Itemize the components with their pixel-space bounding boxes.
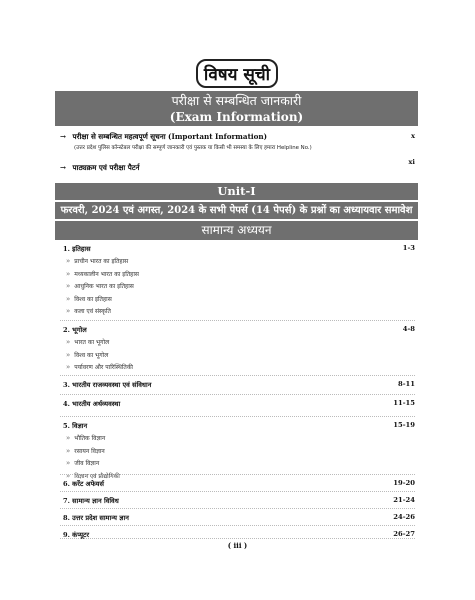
toc-entry-page: 24-26 xyxy=(393,513,415,521)
toc-entry[interactable] xyxy=(63,479,104,488)
toc-subitem-label: आधुनिक भारत का इतिहास xyxy=(74,283,134,291)
toc-subitem-label: रसायन विज्ञान xyxy=(74,447,105,455)
toc-entry-page: 4-8 xyxy=(402,325,415,333)
toc-entry[interactable] xyxy=(63,325,87,334)
bullet-icon: » xyxy=(66,350,71,359)
toc-entry-note: (उत्तर प्रदेश पुलिस कॉन्स्टेबल परीक्षा की सम्पूर्ण जानकारी एवं पुस्तक या किसी भी समस्या के लिए हमारा Helpline No.) xyxy=(74,145,312,151)
toc-subitem[interactable] xyxy=(66,282,134,290)
divider xyxy=(60,320,415,321)
toc-entry[interactable] xyxy=(63,421,87,430)
toc-entry-label: 2. भूगोल xyxy=(63,326,87,334)
toc-subitem[interactable] xyxy=(66,295,112,303)
toc-entry-page: 8-11 xyxy=(397,380,415,388)
toc-entry-page: x xyxy=(410,132,415,140)
bullet-icon: » xyxy=(66,257,71,265)
exam-info-subheading: (Exam Information) xyxy=(169,110,304,124)
toc-subitem-label: पर्यावरण और पारिस्थितिकी xyxy=(74,364,133,372)
divider xyxy=(60,491,415,492)
toc-entry-label: 8. उत्तर प्रदेश सामान्य ज्ञान xyxy=(63,514,129,522)
bullet-icon: » xyxy=(66,446,71,455)
divider xyxy=(60,394,415,395)
toc-entry-page: 1-3 xyxy=(402,244,415,252)
toc-subitem-label: विश्व का भूगोल xyxy=(74,351,109,359)
toc-subitem-label: भौतिक विज्ञान xyxy=(74,435,106,442)
toc-entry[interactable] xyxy=(63,399,120,408)
pyq-banner: फरवरी, 2024 एवं अगस्त, 2024 के सभी पेपर्स (14 पेपर्स) के प्रश्नों का अध्यायवार समावेश xyxy=(55,202,418,219)
toc-entry-label: परीक्षा से सम्बन्धित महत्वपूर्ण सूचना (Important Information) xyxy=(72,132,268,141)
toc-subitem-label: विश्व का इतिहास xyxy=(74,295,112,303)
bullet-icon: » xyxy=(66,471,71,480)
toc-entry[interactable] xyxy=(63,496,119,505)
toc-subitem-label: प्राचीन भारत का इतिहास xyxy=(74,258,129,265)
toc-entry[interactable] xyxy=(63,513,129,522)
toc-subitem-label: मध्यकालीन भारत का इतिहास xyxy=(74,270,139,278)
toc-entry-page: 26-27 xyxy=(393,530,415,538)
page-number: ( iii ) xyxy=(227,541,248,550)
exam-info-heading: परीक्षा से सम्बन्धित जानकारी xyxy=(171,93,302,108)
section-banner: सामान्य अध्ययन xyxy=(55,221,418,240)
toc-subitem[interactable] xyxy=(66,363,133,371)
toc-subitem[interactable] xyxy=(66,307,111,315)
toc-subitem[interactable] xyxy=(66,447,105,455)
toc-subitem-label: कला एवं संस्कृति xyxy=(74,308,111,316)
divider xyxy=(60,474,415,475)
toc-entry[interactable] xyxy=(63,380,151,389)
toc-entry-label: 9. कंप्यूटर xyxy=(63,531,90,539)
toc-subitem[interactable] xyxy=(66,270,139,278)
divider xyxy=(60,538,415,539)
toc-entry[interactable] xyxy=(63,244,91,253)
divider xyxy=(60,508,415,509)
bullet-icon: » xyxy=(66,434,71,442)
exam-info-header xyxy=(55,91,418,126)
bullet-icon: » xyxy=(66,307,71,316)
divider xyxy=(60,375,415,376)
toc-entry-label: पाठ्यक्रम एवं परीक्षा पैटर्न xyxy=(72,163,140,172)
toc-subitem[interactable] xyxy=(66,434,105,442)
toc-entry-label: 3. भारतीय राजव्यवस्था एवं संविधान xyxy=(63,381,152,389)
page-title: विषय सूची xyxy=(196,59,278,88)
toc-entry-important-info[interactable] xyxy=(60,132,267,142)
arrow-icon: → xyxy=(60,132,67,141)
toc-entry-page: 11-15 xyxy=(393,399,415,407)
toc-entry-label: 6. करेंट अफेयर्स xyxy=(63,480,104,488)
toc-entry-page: 19-20 xyxy=(393,479,415,487)
toc-entry-page: xi xyxy=(408,158,415,166)
toc-subitem-label: विज्ञान एवं प्रौद्योगिकी xyxy=(74,472,120,480)
unit-banner: Unit-I xyxy=(55,183,418,200)
toc-subitem[interactable] xyxy=(66,459,99,467)
bullet-icon: » xyxy=(66,363,71,372)
divider xyxy=(60,525,415,526)
toc-entry-page: 21-24 xyxy=(393,496,415,504)
arrow-icon: → xyxy=(60,163,67,172)
toc-entry-label: 4. भारतीय अर्थव्यवस्था xyxy=(63,400,121,408)
bullet-icon: » xyxy=(66,269,71,278)
bullet-icon: » xyxy=(66,282,71,291)
toc-subitem-label: भारत का भूगोल xyxy=(74,339,110,346)
divider xyxy=(60,416,415,417)
toc-entry-label: 7. सामान्य ज्ञान विविध xyxy=(63,497,119,505)
toc-subitem[interactable] xyxy=(66,351,108,359)
bullet-icon: » xyxy=(66,459,71,468)
toc-entry-page: 15-19 xyxy=(393,421,415,429)
bullet-icon: » xyxy=(66,294,71,303)
toc-entry-label: 5. विज्ञान xyxy=(63,422,88,430)
toc-entry-label: 1. इतिहास xyxy=(63,245,91,253)
toc-subitem[interactable] xyxy=(66,257,128,265)
bullet-icon: » xyxy=(66,338,71,346)
toc-subitem-label: जीव विज्ञान xyxy=(74,460,100,468)
toc-entry-syllabus[interactable] xyxy=(60,163,140,173)
toc-subitem[interactable] xyxy=(66,338,109,346)
